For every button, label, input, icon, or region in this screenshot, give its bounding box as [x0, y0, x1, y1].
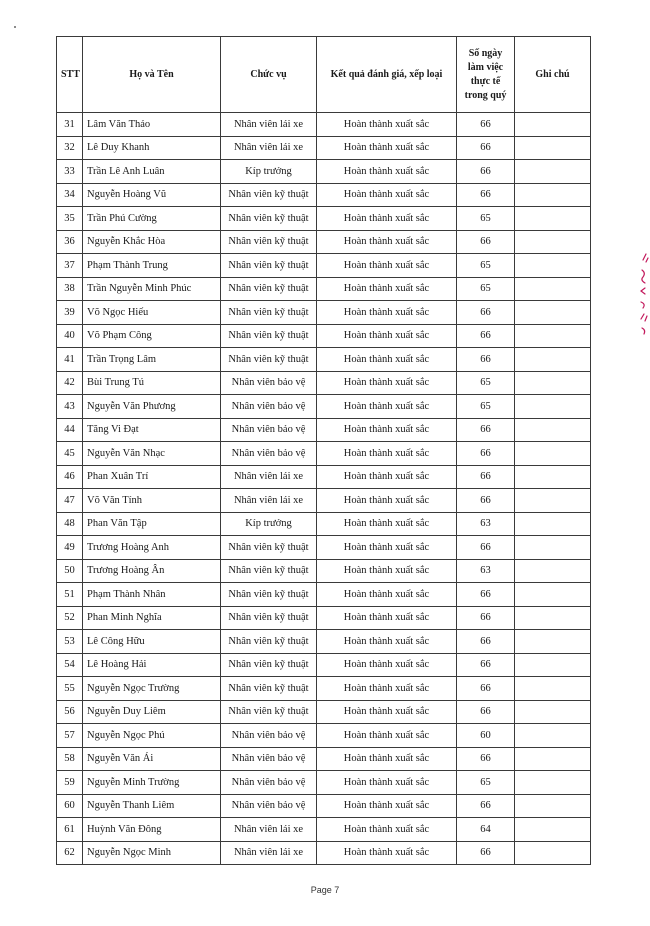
cell-note	[515, 230, 591, 254]
cell-name: Nguyễn Khắc Hòa	[83, 230, 221, 254]
cell-name: Trương Hoàng Ân	[83, 559, 221, 583]
cell-stt: 55	[57, 677, 83, 701]
cell-stt: 42	[57, 371, 83, 395]
cell-note	[515, 583, 591, 607]
cell-days: 66	[457, 301, 515, 325]
table-row	[57, 724, 591, 748]
cell-stt: 38	[57, 277, 83, 301]
cell-name: Nguyễn Thanh Liêm	[83, 794, 221, 818]
cell-note	[515, 418, 591, 442]
header-stt: STT	[57, 37, 83, 113]
table-row	[57, 700, 591, 724]
cell-days: 66	[457, 136, 515, 160]
table-row	[57, 277, 591, 301]
cell-note	[515, 536, 591, 560]
cell-result: Hoàn thành xuất sắc	[317, 794, 457, 818]
cell-result: Hoàn thành xuất sắc	[317, 324, 457, 348]
cell-role: Kíp trưởng	[221, 160, 317, 184]
cell-note	[515, 348, 591, 372]
cell-result: Hoàn thành xuất sắc	[317, 183, 457, 207]
cell-days: 66	[457, 348, 515, 372]
cell-stt: 56	[57, 700, 83, 724]
table-row	[57, 489, 591, 513]
cell-result: Hoàn thành xuất sắc	[317, 160, 457, 184]
table-row	[57, 395, 591, 419]
table-body	[57, 113, 591, 865]
cell-note	[515, 371, 591, 395]
cell-stt: 59	[57, 771, 83, 795]
cell-note	[515, 489, 591, 513]
cell-days: 66	[457, 747, 515, 771]
cell-role: Nhân viên kỹ thuật	[221, 183, 317, 207]
staff-evaluation-table	[56, 36, 591, 865]
cell-name: Nguyễn Văn Ái	[83, 747, 221, 771]
cell-role: Nhân viên kỹ thuật	[221, 677, 317, 701]
table-row	[57, 818, 591, 842]
cell-note	[515, 395, 591, 419]
cell-name: Trần Trọng Lâm	[83, 348, 221, 372]
cell-role: Nhân viên kỹ thuật	[221, 324, 317, 348]
cell-name: Phạm Thành Nhân	[83, 583, 221, 607]
cell-role: Nhân viên lái xe	[221, 113, 317, 137]
cell-days: 66	[457, 677, 515, 701]
cell-days: 66	[457, 794, 515, 818]
cell-stt: 54	[57, 653, 83, 677]
cell-role: Nhân viên kỹ thuật	[221, 254, 317, 278]
cell-role: Nhân viên bảo vệ	[221, 747, 317, 771]
cell-role: Nhân viên kỹ thuật	[221, 583, 317, 607]
cell-days: 65	[457, 371, 515, 395]
cell-days: 66	[457, 465, 515, 489]
cell-days: 63	[457, 559, 515, 583]
cell-name: Nguyễn Hoàng Vũ	[83, 183, 221, 207]
cell-result: Hoàn thành xuất sắc	[317, 395, 457, 419]
cell-note	[515, 818, 591, 842]
cell-stt: 51	[57, 583, 83, 607]
cell-role: Nhân viên bảo vệ	[221, 395, 317, 419]
cell-name: Lâm Văn Thảo	[83, 113, 221, 137]
cell-result: Hoàn thành xuất sắc	[317, 559, 457, 583]
cell-note	[515, 724, 591, 748]
cell-stt: 41	[57, 348, 83, 372]
cell-role: Nhân viên bảo vệ	[221, 371, 317, 395]
cell-stt: 50	[57, 559, 83, 583]
cell-stt: 31	[57, 113, 83, 137]
table-row	[57, 418, 591, 442]
cell-days: 66	[457, 160, 515, 184]
cell-stt: 37	[57, 254, 83, 278]
header-days: Số ngày làm việc thực tế trong quý	[457, 37, 515, 113]
cell-name: Phan Xuân Trí	[83, 465, 221, 489]
cell-result: Hoàn thành xuất sắc	[317, 254, 457, 278]
cell-stt: 48	[57, 512, 83, 536]
table-row	[57, 183, 591, 207]
cell-note	[515, 794, 591, 818]
cell-result: Hoàn thành xuất sắc	[317, 348, 457, 372]
cell-days: 65	[457, 207, 515, 231]
cell-role: Nhân viên lái xe	[221, 465, 317, 489]
cell-name: Võ Văn Tính	[83, 489, 221, 513]
cell-days: 65	[457, 254, 515, 278]
cell-name: Phan Minh Nghĩa	[83, 606, 221, 630]
cell-name: Phạm Thành Trung	[83, 254, 221, 278]
cell-days: 66	[457, 183, 515, 207]
cell-stt: 60	[57, 794, 83, 818]
table-row	[57, 113, 591, 137]
table-row	[57, 230, 591, 254]
cell-note	[515, 630, 591, 654]
cell-days: 63	[457, 512, 515, 536]
table-row	[57, 371, 591, 395]
cell-note	[515, 653, 591, 677]
cell-days: 66	[457, 113, 515, 137]
cell-days: 65	[457, 277, 515, 301]
header-result: Kết quả đánh giá, xếp loại	[317, 37, 457, 113]
cell-stt: 36	[57, 230, 83, 254]
cell-note	[515, 136, 591, 160]
cell-result: Hoàn thành xuất sắc	[317, 771, 457, 795]
cell-name: Trần Phú Cường	[83, 207, 221, 231]
cell-result: Hoàn thành xuất sắc	[317, 677, 457, 701]
cell-result: Hoàn thành xuất sắc	[317, 230, 457, 254]
cell-role: Nhân viên bảo vệ	[221, 418, 317, 442]
cell-result: Hoàn thành xuất sắc	[317, 301, 457, 325]
cell-result: Hoàn thành xuất sắc	[317, 512, 457, 536]
table-row	[57, 559, 591, 583]
cell-name: Nguyễn Ngọc Minh	[83, 841, 221, 865]
cell-days: 66	[457, 606, 515, 630]
cell-stt: 61	[57, 818, 83, 842]
table-row	[57, 536, 591, 560]
cell-days: 65	[457, 395, 515, 419]
cell-stt: 34	[57, 183, 83, 207]
cell-role: Nhân viên kỹ thuật	[221, 301, 317, 325]
cell-name: Lê Duy Khanh	[83, 136, 221, 160]
cell-result: Hoàn thành xuất sắc	[317, 653, 457, 677]
table-row	[57, 160, 591, 184]
cell-note	[515, 677, 591, 701]
cell-role: Nhân viên bảo vệ	[221, 771, 317, 795]
table-row	[57, 442, 591, 466]
cell-result: Hoàn thành xuất sắc	[317, 583, 457, 607]
cell-result: Hoàn thành xuất sắc	[317, 606, 457, 630]
cell-name: Lê Công Hữu	[83, 630, 221, 654]
cell-name: Lê Hoàng Hải	[83, 653, 221, 677]
cell-result: Hoàn thành xuất sắc	[317, 465, 457, 489]
cell-stt: 45	[57, 442, 83, 466]
cell-note	[515, 841, 591, 865]
table-row	[57, 653, 591, 677]
cell-note	[515, 442, 591, 466]
cell-result: Hoàn thành xuất sắc	[317, 841, 457, 865]
cell-note	[515, 301, 591, 325]
cell-note	[515, 160, 591, 184]
cell-note	[515, 254, 591, 278]
cell-stt: 47	[57, 489, 83, 513]
cell-days: 66	[457, 489, 515, 513]
cell-days: 66	[457, 230, 515, 254]
cell-role: Nhân viên kỹ thuật	[221, 653, 317, 677]
cell-role: Nhân viên kỹ thuật	[221, 700, 317, 724]
cell-name: Võ Phạm Công	[83, 324, 221, 348]
header-name: Họ và Tên	[83, 37, 221, 113]
cell-role: Nhân viên lái xe	[221, 841, 317, 865]
cell-note	[515, 465, 591, 489]
cell-note	[515, 747, 591, 771]
cell-stt: 40	[57, 324, 83, 348]
cell-days: 66	[457, 700, 515, 724]
table-row	[57, 606, 591, 630]
cell-stt: 57	[57, 724, 83, 748]
cell-role: Nhân viên kỹ thuật	[221, 277, 317, 301]
red-stamp-edge	[636, 250, 650, 340]
cell-note	[515, 512, 591, 536]
cell-days: 65	[457, 771, 515, 795]
table-row	[57, 324, 591, 348]
cell-result: Hoàn thành xuất sắc	[317, 207, 457, 231]
cell-role: Nhân viên kỹ thuật	[221, 230, 317, 254]
cell-name: Huỳnh Văn Đông	[83, 818, 221, 842]
cell-stt: 33	[57, 160, 83, 184]
cell-result: Hoàn thành xuất sắc	[317, 630, 457, 654]
table-row	[57, 136, 591, 160]
cell-name: Bùi Trung Tú	[83, 371, 221, 395]
cell-role: Nhân viên lái xe	[221, 489, 317, 513]
table-row	[57, 301, 591, 325]
header-note: Ghi chú	[515, 37, 591, 113]
cell-note	[515, 606, 591, 630]
table-row	[57, 512, 591, 536]
cell-stt: 58	[57, 747, 83, 771]
cell-stt: 53	[57, 630, 83, 654]
cell-result: Hoàn thành xuất sắc	[317, 136, 457, 160]
cell-days: 64	[457, 818, 515, 842]
cell-stt: 49	[57, 536, 83, 560]
cell-stt: 32	[57, 136, 83, 160]
cell-name: Nguyễn Duy Liêm	[83, 700, 221, 724]
table-row	[57, 677, 591, 701]
table-row	[57, 207, 591, 231]
cell-stt: 46	[57, 465, 83, 489]
scan-speck	[14, 26, 16, 28]
cell-name: Nguyễn Minh Trường	[83, 771, 221, 795]
table-row	[57, 841, 591, 865]
cell-stt: 62	[57, 841, 83, 865]
cell-result: Hoàn thành xuất sắc	[317, 700, 457, 724]
cell-note	[515, 771, 591, 795]
header-role: Chức vụ	[221, 37, 317, 113]
cell-name: Võ Ngọc Hiếu	[83, 301, 221, 325]
cell-result: Hoàn thành xuất sắc	[317, 113, 457, 137]
cell-name: Trần Lê Anh Luân	[83, 160, 221, 184]
cell-name: Tăng Vi Đạt	[83, 418, 221, 442]
cell-name: Nguyễn Văn Nhạc	[83, 442, 221, 466]
cell-role: Nhân viên bảo vệ	[221, 794, 317, 818]
table-row	[57, 583, 591, 607]
cell-note	[515, 559, 591, 583]
cell-note	[515, 183, 591, 207]
table-row	[57, 254, 591, 278]
cell-result: Hoàn thành xuất sắc	[317, 277, 457, 301]
cell-role: Nhân viên kỹ thuật	[221, 559, 317, 583]
cell-note	[515, 113, 591, 137]
cell-stt: 35	[57, 207, 83, 231]
cell-note	[515, 324, 591, 348]
cell-stt: 39	[57, 301, 83, 325]
cell-result: Hoàn thành xuất sắc	[317, 747, 457, 771]
cell-name: Trương Hoàng Anh	[83, 536, 221, 560]
cell-role: Nhân viên kỹ thuật	[221, 348, 317, 372]
cell-days: 60	[457, 724, 515, 748]
cell-result: Hoàn thành xuất sắc	[317, 724, 457, 748]
cell-role: Nhân viên kỹ thuật	[221, 630, 317, 654]
cell-role: Nhân viên kỹ thuật	[221, 606, 317, 630]
cell-stt: 52	[57, 606, 83, 630]
cell-result: Hoàn thành xuất sắc	[317, 489, 457, 513]
cell-note	[515, 277, 591, 301]
table-row	[57, 465, 591, 489]
cell-name: Phan Văn Tập	[83, 512, 221, 536]
cell-days: 66	[457, 418, 515, 442]
cell-days: 66	[457, 841, 515, 865]
cell-name: Trần Nguyễn Minh Phúc	[83, 277, 221, 301]
cell-name: Nguyễn Văn Phương	[83, 395, 221, 419]
cell-result: Hoàn thành xuất sắc	[317, 536, 457, 560]
table-row	[57, 630, 591, 654]
cell-days: 66	[457, 324, 515, 348]
cell-days: 66	[457, 630, 515, 654]
page-number: Page 7	[310, 885, 340, 895]
cell-result: Hoàn thành xuất sắc	[317, 371, 457, 395]
cell-note	[515, 700, 591, 724]
cell-stt: 43	[57, 395, 83, 419]
cell-role: Nhân viên kỹ thuật	[221, 536, 317, 560]
cell-role: Nhân viên lái xe	[221, 818, 317, 842]
cell-days: 66	[457, 536, 515, 560]
table-row	[57, 771, 591, 795]
cell-days: 66	[457, 442, 515, 466]
table-row	[57, 348, 591, 372]
cell-result: Hoàn thành xuất sắc	[317, 818, 457, 842]
cell-stt: 44	[57, 418, 83, 442]
cell-role: Kíp trưởng	[221, 512, 317, 536]
cell-role: Nhân viên bảo vệ	[221, 442, 317, 466]
cell-result: Hoàn thành xuất sắc	[317, 442, 457, 466]
cell-days: 66	[457, 653, 515, 677]
table-row	[57, 794, 591, 818]
cell-name: Nguyễn Ngọc Trường	[83, 677, 221, 701]
cell-role: Nhân viên lái xe	[221, 136, 317, 160]
cell-result: Hoàn thành xuất sắc	[317, 418, 457, 442]
cell-note	[515, 207, 591, 231]
table-header-row	[57, 37, 591, 113]
cell-name: Nguyễn Ngọc Phú	[83, 724, 221, 748]
cell-role: Nhân viên kỹ thuật	[221, 207, 317, 231]
table-row	[57, 747, 591, 771]
cell-days: 66	[457, 583, 515, 607]
cell-role: Nhân viên bảo vệ	[221, 724, 317, 748]
